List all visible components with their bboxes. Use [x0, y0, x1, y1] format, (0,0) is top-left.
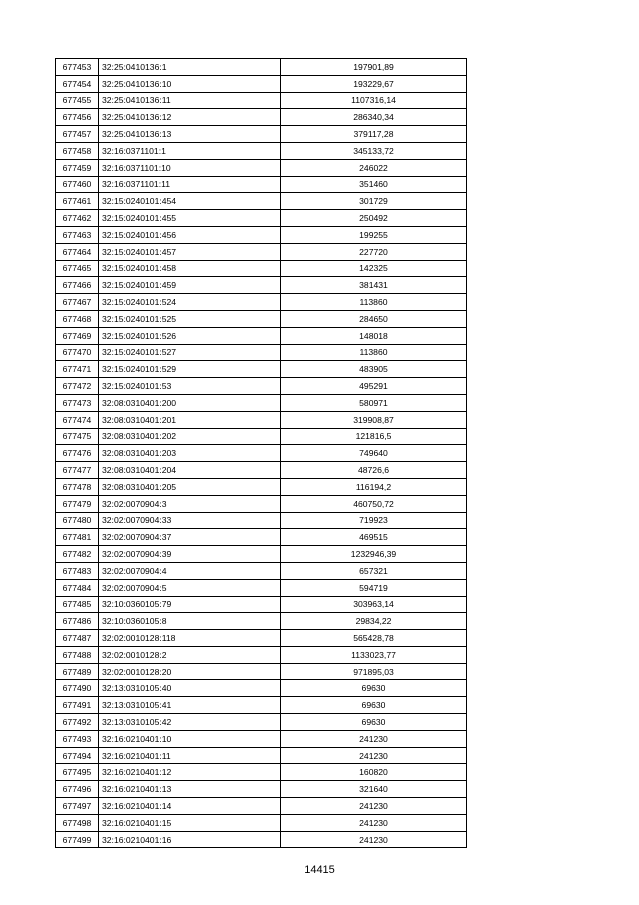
cadastral-number-cell: 32:15:0240101:525: [99, 310, 281, 327]
table-body: [56, 59, 467, 848]
cadastral-number-cell: 32:16:0210401:12: [99, 764, 281, 781]
cadastral-number-cell: 32:15:0240101:526: [99, 327, 281, 344]
cadastral-number-cell: 32:25:0410136:12: [99, 109, 281, 126]
cadastral-number-cell: 32:15:0240101:527: [99, 344, 281, 361]
value-cell: 121816,5: [281, 428, 467, 445]
cadastral-number-cell: 32:08:0310401:202: [99, 428, 281, 445]
table-row: [56, 294, 467, 311]
cadastral-number-cell: 32:13:0310105:40: [99, 680, 281, 697]
table-row: [56, 680, 467, 697]
table-row: [56, 714, 467, 731]
table-row: [56, 512, 467, 529]
row-number-cell: 677476: [56, 445, 99, 462]
value-cell: 241230: [281, 747, 467, 764]
value-cell: 460750,72: [281, 495, 467, 512]
row-number-cell: 677487: [56, 630, 99, 647]
value-cell: 69630: [281, 697, 467, 714]
cadastral-number-cell: 32:15:0240101:457: [99, 243, 281, 260]
value-cell: 1107316,14: [281, 92, 467, 109]
value-cell: 148018: [281, 327, 467, 344]
row-number-cell: 677453: [56, 59, 99, 76]
row-number-cell: 677457: [56, 126, 99, 143]
cadastral-number-cell: 32:15:0240101:455: [99, 210, 281, 227]
cadastral-number-cell: 32:08:0310401:205: [99, 478, 281, 495]
row-number-cell: 677465: [56, 260, 99, 277]
value-cell: 197901,89: [281, 59, 467, 76]
row-number-cell: 677456: [56, 109, 99, 126]
row-number-cell: 677499: [56, 831, 99, 848]
table-row: [56, 75, 467, 92]
table-row: [56, 243, 467, 260]
table-row: [56, 697, 467, 714]
row-number-cell: 677469: [56, 327, 99, 344]
row-number-cell: 677489: [56, 663, 99, 680]
table-row: [56, 630, 467, 647]
cadastral-number-cell: 32:16:0210401:10: [99, 730, 281, 747]
value-cell: 116194,2: [281, 478, 467, 495]
cadastral-number-cell: 32:08:0310401:204: [99, 462, 281, 479]
value-cell: 483905: [281, 361, 467, 378]
row-number-cell: 677492: [56, 714, 99, 731]
row-number-cell: 677484: [56, 579, 99, 596]
table-row: [56, 764, 467, 781]
value-cell: 301729: [281, 193, 467, 210]
table-row: [56, 59, 467, 76]
row-number-cell: 677458: [56, 142, 99, 159]
table-row: [56, 277, 467, 294]
value-cell: 250492: [281, 210, 467, 227]
table-row: [56, 260, 467, 277]
value-cell: 29834,22: [281, 613, 467, 630]
table-row: [56, 445, 467, 462]
table-row: [56, 529, 467, 546]
row-number-cell: 677496: [56, 781, 99, 798]
cadastral-number-cell: 32:15:0240101:454: [99, 193, 281, 210]
row-number-cell: 677475: [56, 428, 99, 445]
value-cell: 379117,28: [281, 126, 467, 143]
cadastral-number-cell: 32:13:0310105:42: [99, 714, 281, 731]
value-cell: 246022: [281, 159, 467, 176]
table-row: [56, 159, 467, 176]
value-cell: 1232946,39: [281, 546, 467, 563]
table-row: [56, 378, 467, 395]
cadastral-number-cell: 32:16:0210401:14: [99, 798, 281, 815]
value-cell: 193229,67: [281, 75, 467, 92]
table-row: [56, 663, 467, 680]
cadastral-number-cell: 32:02:0070904:39: [99, 546, 281, 563]
table-row: [56, 546, 467, 563]
table-row: [56, 226, 467, 243]
cadastral-number-cell: 32:08:0310401:201: [99, 411, 281, 428]
row-number-cell: 677481: [56, 529, 99, 546]
value-cell: 241230: [281, 814, 467, 831]
row-number-cell: 677461: [56, 193, 99, 210]
row-number-cell: 677493: [56, 730, 99, 747]
table-row: [56, 831, 467, 848]
table-row: [56, 596, 467, 613]
table-row: [56, 747, 467, 764]
row-number-cell: 677462: [56, 210, 99, 227]
table-row: [56, 411, 467, 428]
table-row: [56, 814, 467, 831]
cadastral-number-cell: 32:13:0310105:41: [99, 697, 281, 714]
table-row: [56, 798, 467, 815]
cadastral-number-cell: 32:16:0371101:10: [99, 159, 281, 176]
page-number: 14415: [304, 864, 335, 876]
value-cell: 227720: [281, 243, 467, 260]
row-number-cell: 677490: [56, 680, 99, 697]
value-cell: 284650: [281, 310, 467, 327]
value-cell: 594719: [281, 579, 467, 596]
table-row: [56, 344, 467, 361]
table-row: [56, 310, 467, 327]
row-number-cell: 677497: [56, 798, 99, 815]
row-number-cell: 677474: [56, 411, 99, 428]
value-cell: 657321: [281, 562, 467, 579]
cadastral-number-cell: 32:16:0210401:16: [99, 831, 281, 848]
table-row: [56, 495, 467, 512]
row-number-cell: 677467: [56, 294, 99, 311]
value-cell: 1133023,77: [281, 646, 467, 663]
value-cell: 719923: [281, 512, 467, 529]
table-row: [56, 781, 467, 798]
table-row: [56, 361, 467, 378]
row-number-cell: 677472: [56, 378, 99, 395]
table-row: [56, 109, 467, 126]
row-number-cell: 677454: [56, 75, 99, 92]
value-cell: 469515: [281, 529, 467, 546]
row-number-cell: 677478: [56, 478, 99, 495]
cadastral-number-cell: 32:15:0240101:456: [99, 226, 281, 243]
value-cell: 303963,14: [281, 596, 467, 613]
value-cell: 381431: [281, 277, 467, 294]
value-cell: 48726,6: [281, 462, 467, 479]
table-row: [56, 428, 467, 445]
row-number-cell: 677466: [56, 277, 99, 294]
value-cell: 69630: [281, 680, 467, 697]
table-row: [56, 327, 467, 344]
value-cell: 113860: [281, 294, 467, 311]
row-number-cell: 677480: [56, 512, 99, 529]
cadastral-number-cell: 32:15:0240101:529: [99, 361, 281, 378]
cadastral-number-cell: 32:02:0070904:4: [99, 562, 281, 579]
table-row: [56, 142, 467, 159]
cadastral-number-cell: 32:02:0070904:33: [99, 512, 281, 529]
row-number-cell: 677463: [56, 226, 99, 243]
table-row: [56, 646, 467, 663]
cadastral-number-cell: 32:25:0410136:13: [99, 126, 281, 143]
cadastral-number-cell: 32:02:0070904:37: [99, 529, 281, 546]
cadastral-number-cell: 32:02:0010128:2: [99, 646, 281, 663]
value-cell: 199255: [281, 226, 467, 243]
cadastral-number-cell: 32:08:0310401:200: [99, 394, 281, 411]
cadastral-number-cell: 32:08:0310401:203: [99, 445, 281, 462]
table-row: [56, 613, 467, 630]
row-number-cell: 677459: [56, 159, 99, 176]
cadastral-number-cell: 32:16:0371101:1: [99, 142, 281, 159]
row-number-cell: 677464: [56, 243, 99, 260]
value-cell: 345133,72: [281, 142, 467, 159]
row-number-cell: 677468: [56, 310, 99, 327]
cadastral-number-cell: 32:02:0010128:20: [99, 663, 281, 680]
value-cell: 69630: [281, 714, 467, 731]
row-number-cell: 677483: [56, 562, 99, 579]
row-number-cell: 677470: [56, 344, 99, 361]
value-cell: 749640: [281, 445, 467, 462]
cadastral-number-cell: 32:15:0240101:458: [99, 260, 281, 277]
cadastral-number-cell: 32:16:0210401:11: [99, 747, 281, 764]
cadastral-number-cell: 32:16:0210401:13: [99, 781, 281, 798]
table-row: [56, 126, 467, 143]
table-row: [56, 92, 467, 109]
cadastral-number-cell: 32:15:0240101:53: [99, 378, 281, 395]
table-row: [56, 462, 467, 479]
row-number-cell: 677477: [56, 462, 99, 479]
cadastral-number-cell: 32:15:0240101:524: [99, 294, 281, 311]
cadastral-number-cell: 32:02:0070904:3: [99, 495, 281, 512]
row-number-cell: 677482: [56, 546, 99, 563]
table-row: [56, 176, 467, 193]
row-number-cell: 677488: [56, 646, 99, 663]
value-cell: 241230: [281, 831, 467, 848]
cadastral-number-cell: 32:10:0360105:8: [99, 613, 281, 630]
table-row: [56, 478, 467, 495]
value-cell: 351460: [281, 176, 467, 193]
cadastral-number-cell: 32:15:0240101:459: [99, 277, 281, 294]
value-cell: 321640: [281, 781, 467, 798]
row-number-cell: 677494: [56, 747, 99, 764]
row-number-cell: 677460: [56, 176, 99, 193]
value-cell: 241230: [281, 730, 467, 747]
row-number-cell: 677495: [56, 764, 99, 781]
cadastral-number-cell: 32:10:0360105:79: [99, 596, 281, 613]
row-number-cell: 677473: [56, 394, 99, 411]
row-number-cell: 677498: [56, 814, 99, 831]
row-number-cell: 677486: [56, 613, 99, 630]
cadastral-number-cell: 32:25:0410136:1: [99, 59, 281, 76]
row-number-cell: 677455: [56, 92, 99, 109]
table-row: [56, 562, 467, 579]
row-number-cell: 677491: [56, 697, 99, 714]
value-cell: 495291: [281, 378, 467, 395]
table-row: [56, 210, 467, 227]
cadastral-number-cell: 32:02:0070904:5: [99, 579, 281, 596]
table-row: [56, 579, 467, 596]
cadastral-number-cell: 32:02:0010128:118: [99, 630, 281, 647]
cadastral-number-cell: 32:25:0410136:11: [99, 92, 281, 109]
value-cell: 241230: [281, 798, 467, 815]
row-number-cell: 677471: [56, 361, 99, 378]
value-cell: 160820: [281, 764, 467, 781]
value-cell: 565428,78: [281, 630, 467, 647]
value-cell: 142325: [281, 260, 467, 277]
value-cell: 971895,03: [281, 663, 467, 680]
table-row: [56, 730, 467, 747]
table-row: [56, 193, 467, 210]
cadastral-number-cell: 32:16:0210401:15: [99, 814, 281, 831]
cadastral-number-cell: 32:25:0410136:10: [99, 75, 281, 92]
cadastral-number-cell: 32:16:0371101:11: [99, 176, 281, 193]
value-cell: 580971: [281, 394, 467, 411]
value-cell: 319908,87: [281, 411, 467, 428]
value-cell: 113860: [281, 344, 467, 361]
row-number-cell: 677485: [56, 596, 99, 613]
cadastral-value-table: [55, 58, 467, 848]
table-row: [56, 394, 467, 411]
row-number-cell: 677479: [56, 495, 99, 512]
value-cell: 286340,34: [281, 109, 467, 126]
